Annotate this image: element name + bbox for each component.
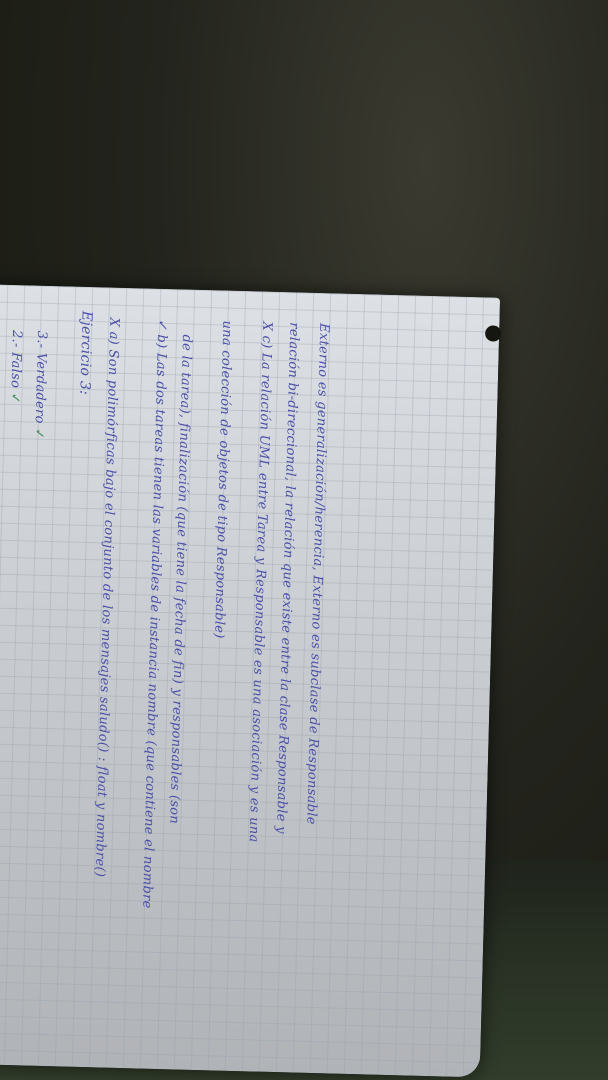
exercise3-answer-c-line3: Externo es generalización/herencia, Externo es subclase de Responsable <box>303 322 332 825</box>
exercise3-answer-a: X a) Son polimórficas bajo el conjunto de los mensajes saludo() : float y nombre() <box>91 317 122 878</box>
exercise2-item-3: 3.- Verdadero ✓ <box>31 330 50 440</box>
handwritten-text <box>0 283 500 1078</box>
exercise3-answer-c-line1: X c) La relación UML entre Tarea y Responsable es una asociación y es una <box>245 321 275 843</box>
exercise3-answer-b-line2: de la tarea), finalización (que tiene la fecha de fin) y responsables (son <box>166 334 195 825</box>
exercise3-answer-c-line2: relación bi-direccional, la relación que existe entre la clase Responsable y <box>273 322 302 834</box>
exercise3-answer-b-line3: una colección de objetos de tipo Responsable) <box>211 320 235 639</box>
exercise3-title: Ejercicio 3: <box>76 310 95 396</box>
notebook-page <box>0 283 500 1078</box>
exercise3-answer-b-line1: ✓ b) Las dos tareas tienen las variables de instancia nombre (que contiene el nombre <box>139 318 170 909</box>
exercise2-item-2: 2.- Falso ✓ <box>7 329 25 405</box>
